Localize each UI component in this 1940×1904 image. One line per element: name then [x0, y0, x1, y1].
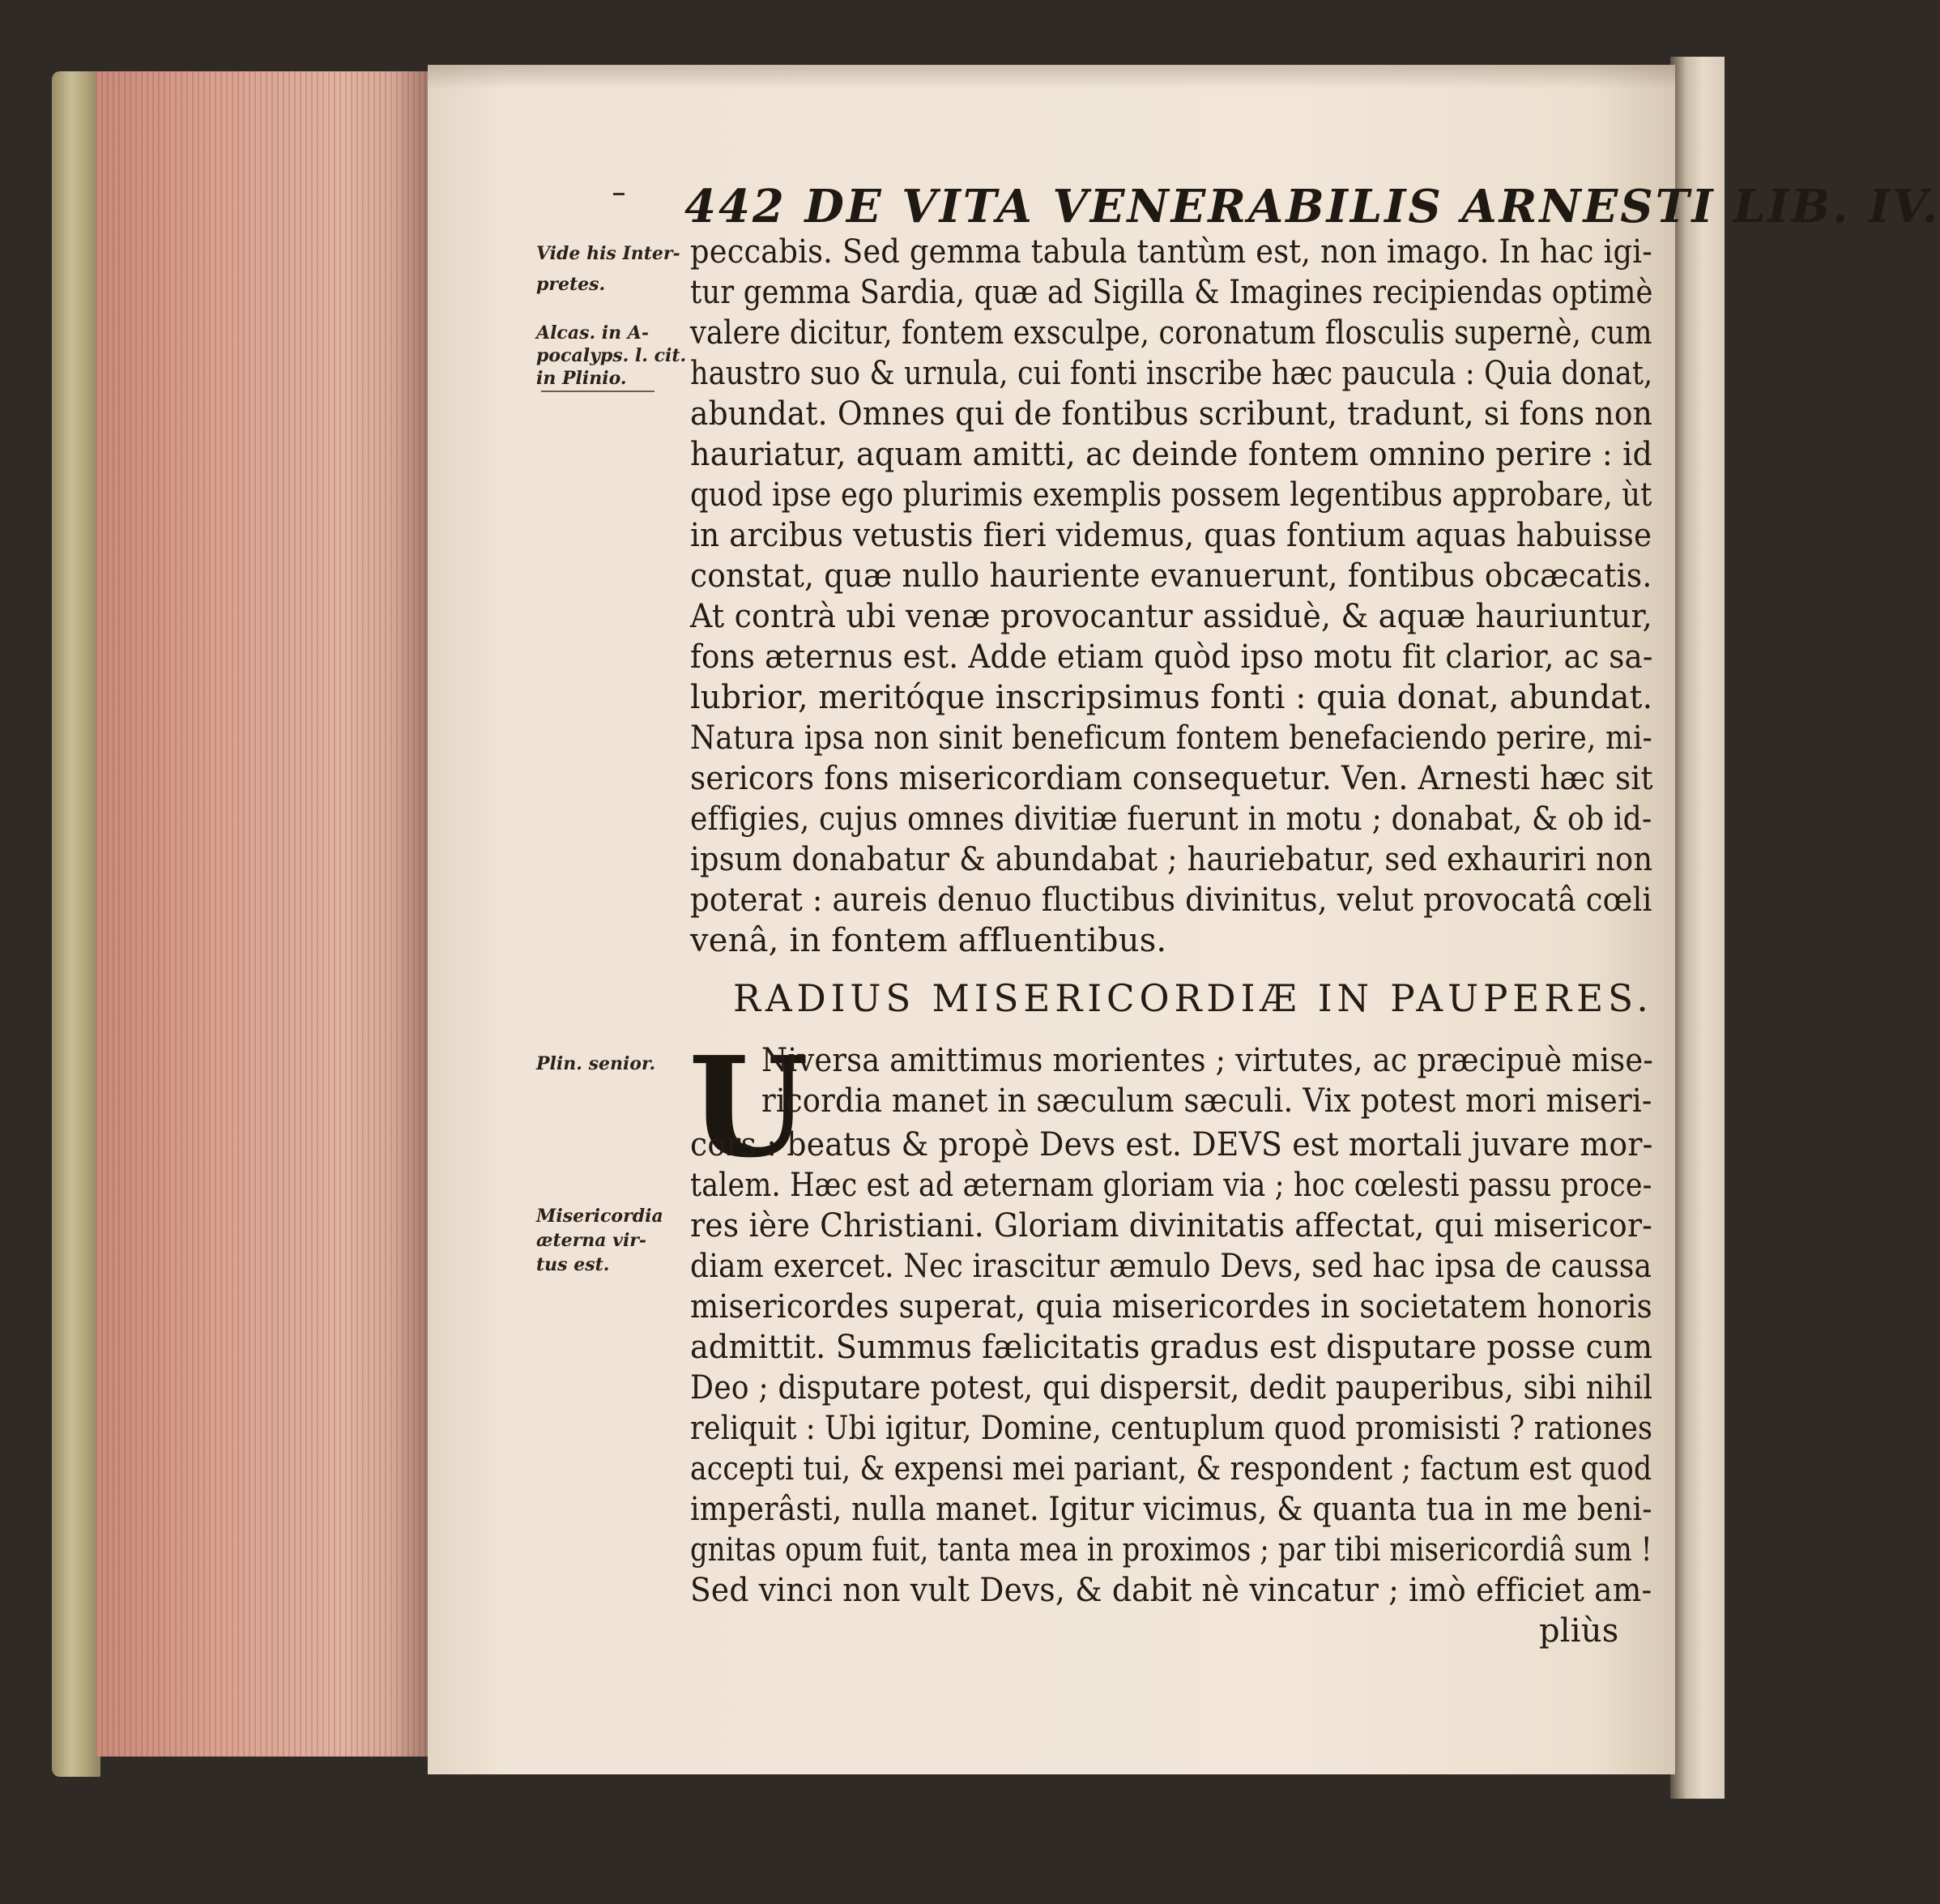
text-line: valere dicitur, fontem exsculpe, coronatum flosculis supernè, cum	[690, 314, 1652, 352]
text-line: cors : beatus & propè Devs est. DEVS est mortali juvare mor-	[690, 1126, 1653, 1163]
text-line: misericordes superat, quia misericordes in societatem honoris	[690, 1288, 1652, 1326]
book-cover-edge	[52, 71, 100, 1777]
margin-note: Plin. senior.	[536, 1053, 656, 1074]
dash-mark	[613, 193, 625, 195]
text-line: constat, quæ nullo hauriente evanuerunt, fontibus obcæcatis.	[690, 557, 1652, 595]
text-line: admittit. Summus fælicitatis gradus est disputare posse cum	[690, 1329, 1653, 1366]
drop-cap: U	[689, 1027, 809, 1189]
text-line: ricordia manet in sæculum sæculi. Vix potest mori miseri-	[761, 1082, 1652, 1120]
text-line: talem. Hæc est ad æternam gloriam via ; hoc cœlesti passu proce-	[690, 1167, 1652, 1204]
page-block-edge	[96, 71, 429, 1757]
page-shadow	[428, 65, 1675, 89]
text-line: in arcibus vetustis fieri videmus, quas fontium aquas habuisse	[690, 517, 1652, 554]
margin-note: Misericordia	[536, 1206, 663, 1227]
text-line: effigies, cujus omnes divitiæ fuerunt in motu ; donabat, & ob id-	[690, 800, 1652, 838]
text-line: reliquit : Ubi igitur, Domine, centuplum quod promisisti ? rationes	[690, 1410, 1653, 1447]
text-line: sericors fons misericordiam consequetur. Ven. Arnesti hæc sit	[690, 760, 1653, 797]
gutter-shadow	[394, 71, 431, 1757]
margin-note: pocalyps. l. cit.	[536, 345, 687, 366]
facing-page-edge	[1670, 57, 1725, 1799]
text-line: accepti tui, & expensi mei pariant, & respondent ; factum est quod	[690, 1450, 1652, 1488]
text-line: fons æternus est. Adde etiam quòd ipso motu fit clarior, ac sa-	[690, 638, 1653, 676]
margin-note: tus est.	[536, 1254, 610, 1275]
text-line: Sed vinci non vult Devs, & dabit nè vincatur ; imò efficiet am-	[690, 1572, 1652, 1609]
running-header: 442 DE VITA VENERABILIS ARNESTI LIB. IV.	[684, 180, 1940, 233]
text-line: imperâsti, nulla manet. Igitur vicimus, & quanta tua in me beni-	[690, 1491, 1652, 1528]
section-title: RADIUS MISERICORDIÆ IN PAUPERES.	[733, 976, 1653, 1020]
text-line: Natura ipsa non sinit beneficum fontem benefaciendo perire, mi-	[690, 719, 1652, 757]
text-line: tur gemma Sardia, quæ ad Sigilla & Imagines recipiendas optimè	[690, 274, 1653, 311]
text-line: gnitas opum fuit, tanta mea in proximos ; par tibi misericordiâ sum !	[690, 1531, 1652, 1569]
text-line: diam exercet. Nec irascitur æmulo Devs, sed hac ipsa de caussa	[690, 1248, 1652, 1285]
text-line: quod ipse ego plurimis exemplis possem legentibus approbare, ùt	[690, 476, 1652, 514]
text-line: hauriatur, aquam amitti, ac deinde fontem omnino perire : id	[690, 436, 1653, 473]
text-line: poterat : aureis denuo fluctibus divinitus, velut provocatâ cœli	[690, 882, 1652, 919]
margin-note: Alcas. in A-	[536, 322, 649, 344]
text-line: Deo ; disputare potest, qui dispersit, dedit pauperibus, sibi nihil	[690, 1369, 1653, 1407]
text-line: At contrà ubi venæ provocantur assiduè, & aquæ hauriuntur,	[690, 598, 1652, 635]
text-line: venâ, in fontem affluentibus.	[690, 922, 1167, 959]
text-line: lubrior, meritóque inscripsimus fonti : quia donat, abundat.	[690, 679, 1653, 716]
margin-note: Vide his Inter-	[536, 243, 680, 264]
margin-note: pretes.	[536, 274, 606, 295]
text-line: abundat. Omnes qui de fontibus scribunt, tradunt, si fons non	[690, 395, 1653, 433]
margin-rule	[541, 391, 654, 392]
text-line: ipsum donabatur & abundabat ; hauriebatur, sed exhauriri non	[690, 841, 1653, 878]
text-line: haustro suo & urnula, cui fonti inscribe hæc paucula : Quia donat,	[690, 355, 1653, 392]
margin-note: in Plinio.	[536, 368, 627, 389]
text-line: Niversa amittimus morientes ; virtutes, ac præcipuè mise-	[761, 1042, 1653, 1079]
catchword: pliùs	[1539, 1612, 1619, 1650]
text-line: res ière Christiani. Gloriam divinitatis affectat, qui misericor-	[690, 1207, 1653, 1244]
text-line: peccabis. Sed gemma tabula tantùm est, non imago. In hac igi-	[690, 233, 1652, 271]
margin-note: æterna vir-	[536, 1230, 647, 1251]
